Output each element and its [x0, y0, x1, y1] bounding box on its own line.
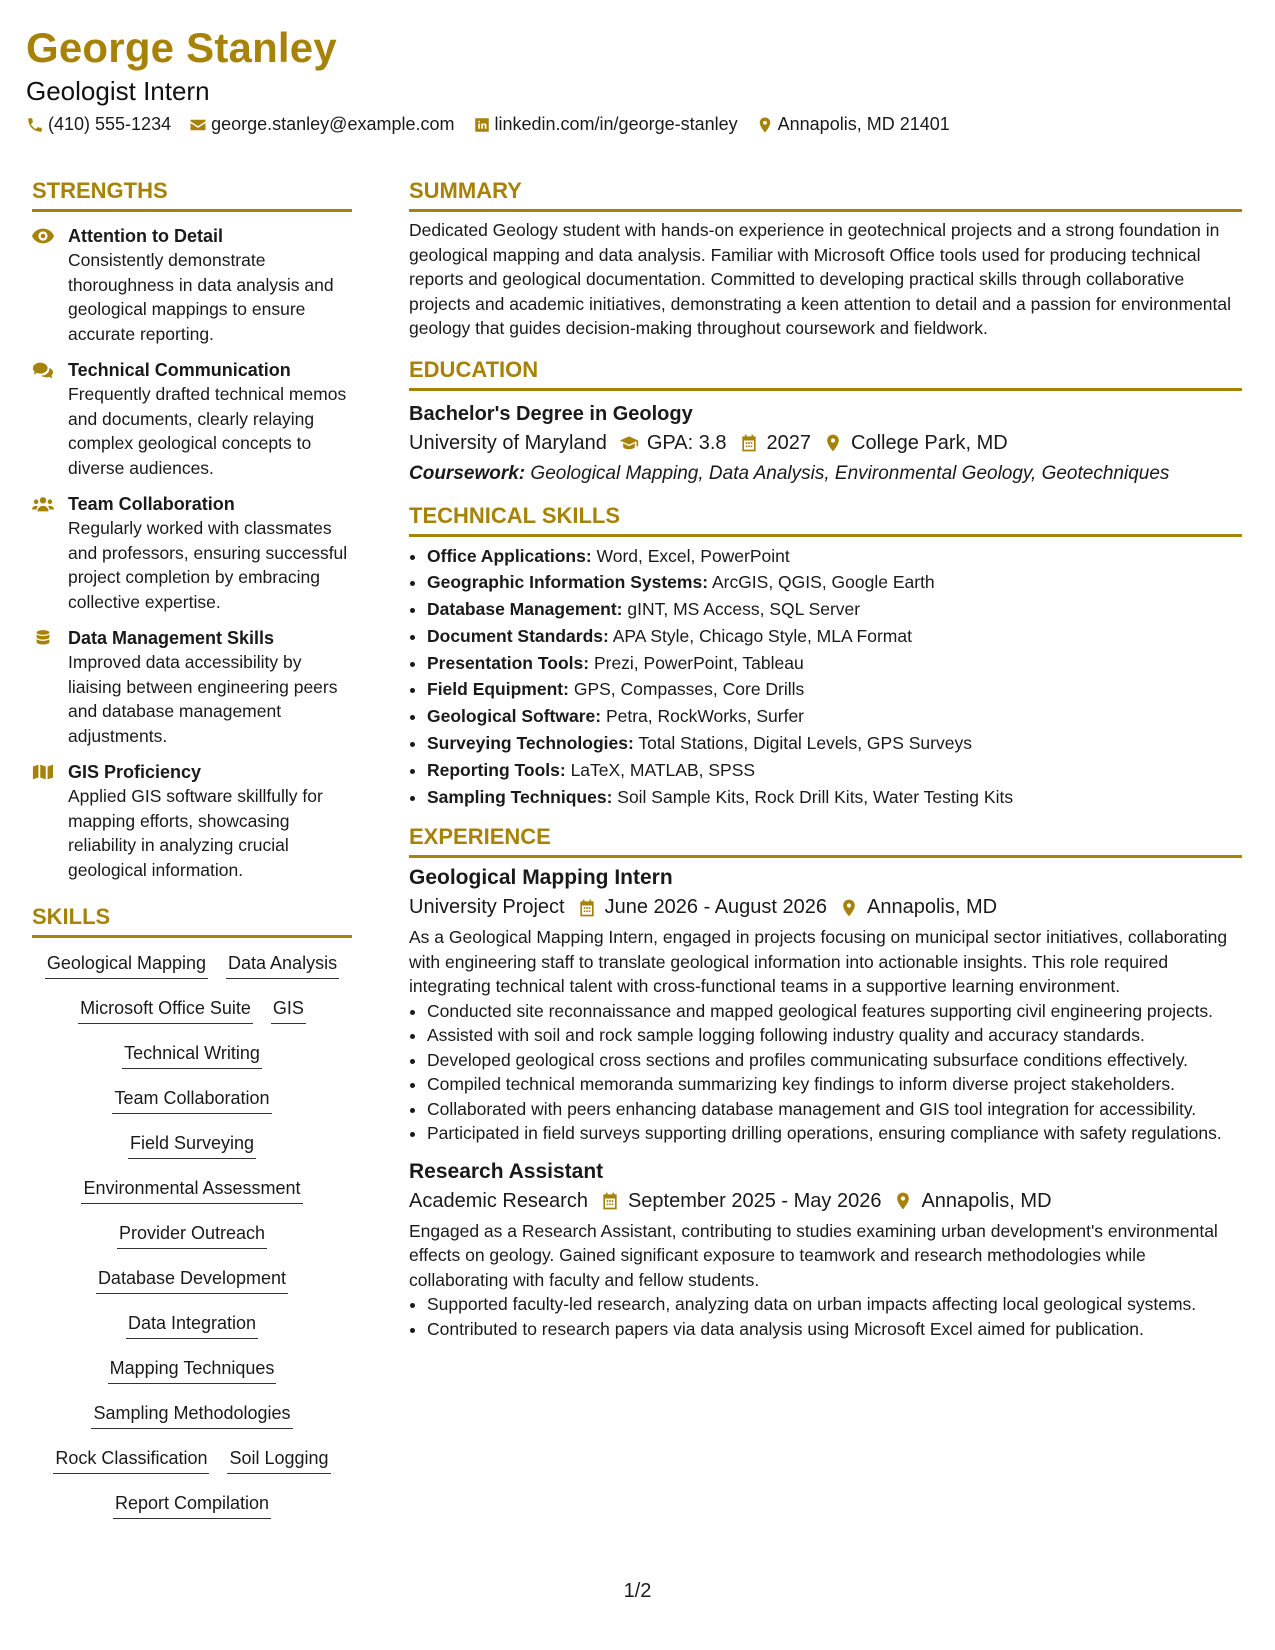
skill-tag: GIS: [271, 998, 306, 1024]
skill-tag: Geological Mapping: [45, 953, 208, 979]
graduation-cap-icon: [619, 433, 639, 453]
database-icon: [32, 629, 54, 647]
job-description: Engaged as a Research Assistant, contributing to studies examining urban development's environmental effects on geology. Gained significant exposure to teamwork and research methodologies while collaborating with faculty and fellow students.: [409, 1220, 1218, 1290]
map-pin-icon: [823, 433, 843, 453]
list-item: [427, 569, 1242, 596]
calendar-icon: [739, 433, 759, 453]
list-item: • Assisted with soil and rock sample logging following industry quality and accuracy standards.: [427, 1023, 1242, 1048]
skill-row: [32, 1263, 352, 1308]
skill-category: Geological Software:: [427, 706, 602, 727]
degree-title: Bachelor's Degree in Geology: [409, 402, 693, 425]
list-item: • Compiled technical memoranda summarizing key findings to inform diverse project stakeholders.: [427, 1072, 1242, 1097]
skill-category: Document Standards:: [427, 625, 609, 646]
skill-tag: Report Compilation: [113, 1493, 271, 1519]
right-column: [409, 178, 1242, 1341]
skills-list: [32, 948, 352, 1533]
comments-icon: [32, 361, 54, 379]
envelope-icon: [189, 116, 207, 134]
skill-row: [32, 993, 352, 1038]
skill-tag: Database Development: [96, 1268, 288, 1294]
list-item: • Conducted site reconnaissance and mapped geological features supporting civil engineering projects.: [427, 999, 1242, 1024]
list-item: [427, 730, 1242, 757]
skill-tag: Soil Logging: [227, 1448, 330, 1474]
coursework: [409, 463, 1242, 485]
phone-text: (410) 555-1234: [48, 114, 172, 134]
skill-row: [32, 1038, 352, 1083]
strength-title: Data Management Skills: [68, 628, 275, 648]
coursework-list: Geological Mapping, Data Analysis, Environmental Geology, Geotechniques: [530, 462, 1170, 484]
strength-item: [32, 492, 352, 614]
strength-title: Technical Communication: [68, 360, 291, 380]
skills-heading: SKILLS: [32, 904, 352, 938]
gpa: GPA: 3.8: [646, 431, 727, 454]
skill-category: Reporting Tools:: [427, 759, 566, 780]
skill-row: [32, 1443, 352, 1488]
linkedin-text: linkedin.com/in/george-stanley: [494, 114, 738, 134]
strength-desc: Consistently demonstrate thoroughness in data analysis and geological mappings to ensure accurate reporting.: [68, 250, 334, 344]
job-org: University Project: [409, 896, 565, 919]
job-entry: [409, 1160, 1242, 1342]
email-text: george.stanley@example.com: [211, 114, 455, 134]
skill-values: Soil Sample Kits, Rock Drill Kits, Water Testing Kits: [617, 786, 1014, 807]
job-location: Annapolis, MD: [867, 896, 998, 919]
map-pin-icon: [893, 1191, 913, 1211]
job-title: Geologist Intern: [26, 76, 210, 106]
skill-tag: Mapping Techniques: [108, 1358, 277, 1384]
skill-row: [32, 1173, 352, 1218]
list-item: [427, 543, 1242, 570]
skill-tag: Provider Outreach: [117, 1223, 267, 1249]
strength-title: Team Collaboration: [68, 494, 235, 514]
job-location: Annapolis, MD: [921, 1189, 1052, 1212]
users-icon: [32, 495, 54, 513]
job-dates: June 2026 - August 2026: [604, 896, 828, 919]
education-meta: [409, 432, 1242, 455]
list-item: • Supported faculty-led research, analyzing data on urban impacts affecting local geological systems.: [427, 1292, 1242, 1317]
strength-item: [32, 760, 352, 882]
map-pin-icon: [839, 898, 859, 918]
skill-values: LaTeX, MATLAB, SPSS: [570, 759, 756, 780]
left-column: [32, 178, 352, 1533]
contact-bar: [26, 114, 968, 135]
candidate-name: George Stanley: [26, 24, 337, 71]
list-item: [427, 596, 1242, 623]
job-dates: September 2025 - May 2026: [627, 1189, 882, 1212]
skill-category: Database Management:: [427, 599, 623, 620]
job-title: Geological Mapping Intern: [409, 866, 673, 890]
skill-tag: Environmental Assessment: [81, 1178, 302, 1204]
technical-skills-list: [409, 543, 1242, 811]
skill-tag: Technical Writing: [122, 1043, 262, 1069]
map-pin-icon: [756, 116, 774, 134]
skill-category: Office Applications:: [427, 545, 592, 566]
skill-row: [32, 1218, 352, 1263]
skill-tag: Microsoft Office Suite: [78, 998, 253, 1024]
strength-item: [32, 224, 352, 346]
calendar-icon: [600, 1191, 620, 1211]
list-item: [427, 676, 1242, 703]
skill-values: APA Style, Chicago Style, MLA Format: [612, 625, 912, 646]
education-heading: EDUCATION: [409, 357, 1242, 391]
eye-icon: [32, 227, 54, 245]
skill-values: GPS, Compasses, Core Drills: [573, 679, 805, 700]
contact-phone: [26, 114, 171, 135]
skill-row: [32, 1128, 352, 1173]
phone-icon: [26, 116, 44, 134]
skill-category: Surveying Technologies:: [427, 733, 634, 754]
skill-values: gINT, MS Access, SQL Server: [627, 599, 861, 620]
job-bullets: [409, 1292, 1242, 1341]
skill-values: Prezi, PowerPoint, Tableau: [593, 652, 804, 673]
skill-category: Field Equipment:: [427, 679, 569, 700]
list-item: [427, 757, 1242, 784]
job-bullets: [409, 999, 1242, 1146]
skill-tag: Sampling Methodologies: [91, 1403, 292, 1429]
grad-year: 2027: [766, 431, 812, 454]
summary-heading: SUMMARY: [409, 178, 1242, 212]
skill-tag: Data Analysis: [226, 953, 339, 979]
contact-location: [756, 114, 950, 135]
skill-row: [32, 1488, 352, 1533]
strength-item: [32, 626, 352, 748]
list-item: [427, 784, 1242, 811]
skill-row: [32, 1398, 352, 1443]
skill-values: Word, Excel, PowerPoint: [596, 545, 790, 566]
coursework-label: Coursework:: [409, 462, 526, 484]
skill-row: [32, 948, 352, 993]
strength-desc: Regularly worked with classmates and professors, ensuring successful project completion by embracing collective expertise.: [68, 518, 348, 612]
job-title: Research Assistant: [409, 1159, 604, 1183]
strength-desc: Improved data accessibility by liaising between engineering peers and database management adjustments.: [68, 652, 338, 746]
page-number: 1/2: [623, 1580, 652, 1602]
school-name: University of Maryland: [409, 431, 607, 454]
school-location: College Park, MD: [851, 431, 1008, 454]
summary-text: Dedicated Geology student with hands-on experience in geotechnical projects and a strong foundation in geological mapping and data analysis. Familiar with Microsoft Office tools used for producing technical reports and geological documentation. Committed to developing practical skills through collaborative projects and academic initiatives, demonstrating a keen attention to detail and a passion for environmental geology that guides decision-making throughout coursework and fieldwork.: [409, 220, 1232, 338]
skill-values: Total Stations, Digital Levels, GPS Surveys: [638, 733, 972, 754]
list-item: [427, 650, 1242, 677]
skill-tag: Rock Classification: [53, 1448, 209, 1474]
job-org: Academic Research: [409, 1189, 588, 1212]
strength-desc: Applied GIS software skillfully for mapping efforts, showcasing reliability in analyzing crucial geological information.: [68, 786, 323, 880]
list-item: • Contributed to research papers via data analysis using Microsoft Excel aimed for publication.: [427, 1317, 1242, 1342]
strength-item: [32, 358, 352, 480]
experience-heading: EXPERIENCE: [409, 824, 1242, 858]
technical-skills-heading: TECHNICAL SKILLS: [409, 503, 1242, 537]
skill-row: [32, 1083, 352, 1128]
strength-title: Attention to Detail: [68, 226, 223, 246]
skill-tag: Team Collaboration: [112, 1088, 271, 1114]
job-entry: [409, 866, 1242, 1146]
strength-title: GIS Proficiency: [68, 762, 202, 782]
contact-linkedin[interactable]: [473, 114, 738, 135]
strength-desc: Frequently drafted technical memos and documents, clearly relaying complex geological concepts to diverse audiences.: [68, 384, 347, 478]
list-item: • Developed geological cross sections and profiles communicating subsurface conditions effectively.: [427, 1048, 1242, 1073]
skill-values: ArcGIS, QGIS, Google Earth: [711, 572, 935, 593]
job-description: As a Geological Mapping Intern, engaged in projects focusing on municipal sector initiatives, collaborating with engineering staff to translate geological information into actionable insights. This role required integrating technical talent with cross-functional teams in a supportive learning environment.: [409, 927, 1228, 997]
skill-row: [32, 1308, 352, 1353]
linkedin-icon: [473, 116, 491, 134]
skill-row: [32, 1353, 352, 1398]
skill-category: Geographic Information Systems:: [427, 572, 709, 593]
list-item: [427, 623, 1242, 650]
strengths-heading: STRENGTHS: [32, 178, 352, 212]
list-item: • Participated in field surveys supporting drilling operations, ensuring compliance with safety regulations.: [427, 1121, 1242, 1146]
list-item: [427, 703, 1242, 730]
skill-tag: Data Integration: [126, 1313, 258, 1339]
job-meta: [409, 896, 1242, 919]
calendar-icon: [577, 898, 597, 918]
skill-tag: Field Surveying: [128, 1133, 256, 1159]
location-text: Annapolis, MD 21401: [777, 114, 950, 134]
list-item: • Collaborated with peers enhancing database management and GIS tool integration for accessibility.: [427, 1097, 1242, 1122]
contact-email[interactable]: [189, 114, 454, 135]
job-meta: [409, 1190, 1242, 1213]
skill-category: Sampling Techniques:: [427, 786, 613, 807]
skill-values: Petra, RockWorks, Surfer: [605, 706, 805, 727]
map-icon: [32, 763, 54, 781]
skill-category: Presentation Tools:: [427, 652, 590, 673]
